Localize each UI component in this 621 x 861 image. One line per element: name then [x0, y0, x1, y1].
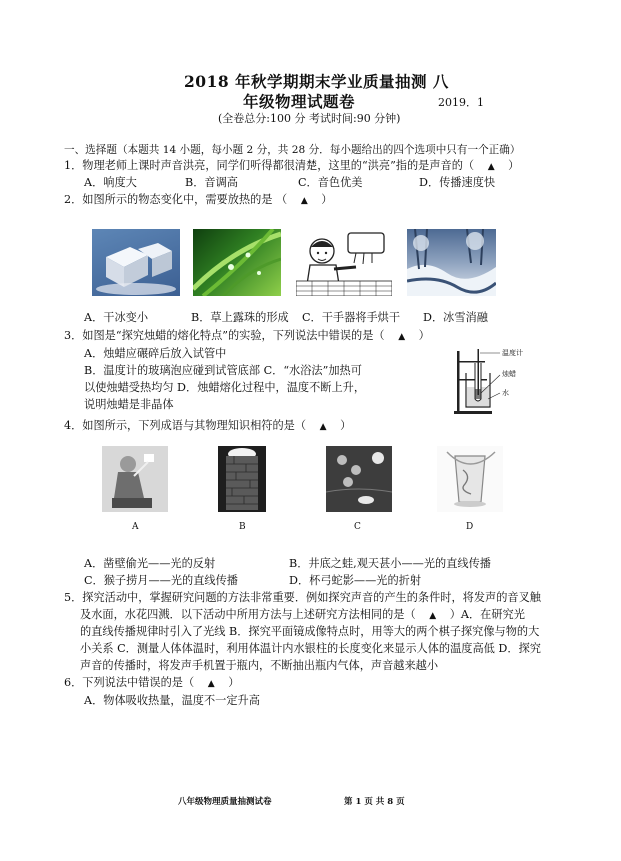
q2-stem-text: 2．如图所示的物态变化中，需要放热的是 （: [64, 193, 288, 206]
q6-answer-mark: ▲: [207, 679, 215, 689]
q1-stem-text: 1．物理老师上课时声音洪亮，同学们听得都很清楚，这里的“洪亮”指的是声音的（: [64, 159, 475, 172]
monkeys-fishing-moon-picture: [326, 446, 392, 512]
q1-close: ）: [508, 159, 520, 172]
figure-label-b: B: [239, 522, 246, 532]
label-water: 水: [502, 389, 509, 397]
chisel-wall-steal-light-picture: [102, 446, 168, 512]
exam-date: 2019．1: [438, 96, 484, 109]
q2-stem: [64, 193, 333, 208]
q1-option-b: B．音调高: [185, 176, 238, 189]
figure-label-d: D: [466, 522, 474, 532]
q2-close: ）: [321, 193, 333, 206]
footer-exam-name: 八年级物理质量抽测试卷: [178, 797, 272, 807]
q2-option-d: D．冰雪消融: [423, 311, 488, 324]
q4-answer-mark: ▲: [319, 422, 327, 432]
q3-stem-text: 3．如图是“探究烛蜡的熔化特点”的实验，下列说法中错误的是（: [64, 329, 385, 342]
q1-option-d: D．传播速度快: [419, 176, 496, 189]
label-thermometer: 温度计: [502, 349, 523, 357]
label-wax: 烛蜡: [502, 370, 516, 378]
melting-snow-photo: [407, 229, 496, 296]
dew-on-grass-photo: [193, 229, 281, 296]
q3-option-a: A．烛蜡应碾碎后放入试管中: [84, 347, 227, 360]
footer-page-number: 第 1 页 共 8 页: [344, 797, 405, 807]
q4-close: ）: [340, 419, 352, 432]
q4-option-c: C．猴子捞月——光的直线传播: [84, 574, 238, 587]
figure-label-a: A: [132, 522, 139, 532]
q1-answer-mark: ▲: [487, 162, 495, 172]
q5-line4: 小关系 C．测量人体体温时，利用体温计内水银柱的长度变化来显示人体的温度高低 D．探究: [80, 642, 541, 655]
q4-stem-text: 4．如图所示，下列成语与其物理知识相符的是（: [64, 419, 307, 432]
q4-option-a: A．凿壁偷光——光的反射: [84, 557, 216, 570]
q2-answer-mark: ▲: [300, 196, 308, 206]
q5-answer-mark: ▲: [429, 611, 437, 621]
q3-answer-mark: ▲: [398, 332, 406, 342]
q3-option-d-line3: 说明烛蜡是非晶体: [84, 398, 174, 411]
q6-option-a: A．物体吸收热量，温度不一定升高: [84, 694, 260, 707]
q5-line2-text: 及水面，水花四溅．以下活动中所用方法与上述研究方法相同的是（: [80, 608, 416, 621]
melting-apparatus-diagram: [452, 347, 532, 415]
q5-line1: 5．探究活动中，掌握研究问题的方法非常重要．例如探究声音的产生的条件时，将发声的音叉触: [64, 591, 541, 604]
q4-stem: [64, 419, 351, 434]
q1-option-a: A．响度大: [84, 176, 137, 189]
q3-close: ）: [418, 329, 430, 342]
exam-title-line1: 2018 年秋学期期末学业质量抽测 八: [184, 72, 449, 91]
section-heading: 一、选择题（本题共 14 小题，每小题 2 分，共 28 分．每小题给出的四个选项中只有一个正确）: [64, 144, 521, 156]
exam-title-line2: 年级物理试题卷: [243, 92, 356, 111]
q3-stem: [64, 329, 430, 344]
dry-ice-photo: [92, 229, 180, 296]
q2-option-a: A．干冰变小: [84, 311, 149, 324]
exam-subtitle: (全卷总分:100 分 考试时间:90 分钟): [218, 112, 401, 125]
q2-option-b: B．草上露珠的形成: [191, 311, 289, 324]
q3-options-bc-line1: B．温度计的玻璃泡应碰到试管底部 C．“水浴法”加热可: [84, 364, 362, 377]
q5-line2: [80, 608, 525, 623]
bow-reflection-cup-picture: [437, 446, 503, 512]
q4-option-b: B．井底之蛙,观天甚小——光的直线传播: [289, 557, 491, 570]
hand-dryer-cartoon: [296, 229, 392, 296]
q2-option-c: C．干手器将手烘干: [302, 311, 401, 324]
frog-in-well-picture: [218, 446, 266, 512]
q5-line3: 的直线传播规律时引入了光线 B．探究平面镜成像特点时，用等大的两个棋子探究像与物的大: [80, 625, 540, 638]
q4-option-d: D．杯弓蛇影——光的折射: [289, 574, 422, 587]
figure-label-c: C: [354, 522, 361, 532]
q3-options-cd-line2: 以使烛蜡受热均匀 D．烛蜡熔化过程中，温度不断上升，: [84, 381, 366, 394]
q6-stem: [64, 676, 239, 691]
q1-stem: [64, 159, 519, 174]
q5-line2-tail: ）A．在研究光: [449, 608, 525, 621]
q5-line5: 声音的传播时，将发声手机置于瓶内，不断抽出瓶内气体，声音越来越小: [80, 659, 439, 672]
q1-option-c: C．音色优美: [298, 176, 363, 189]
q6-close: ）: [228, 676, 240, 689]
q6-stem-text: 6．下列说法中错误的是（: [64, 676, 195, 689]
